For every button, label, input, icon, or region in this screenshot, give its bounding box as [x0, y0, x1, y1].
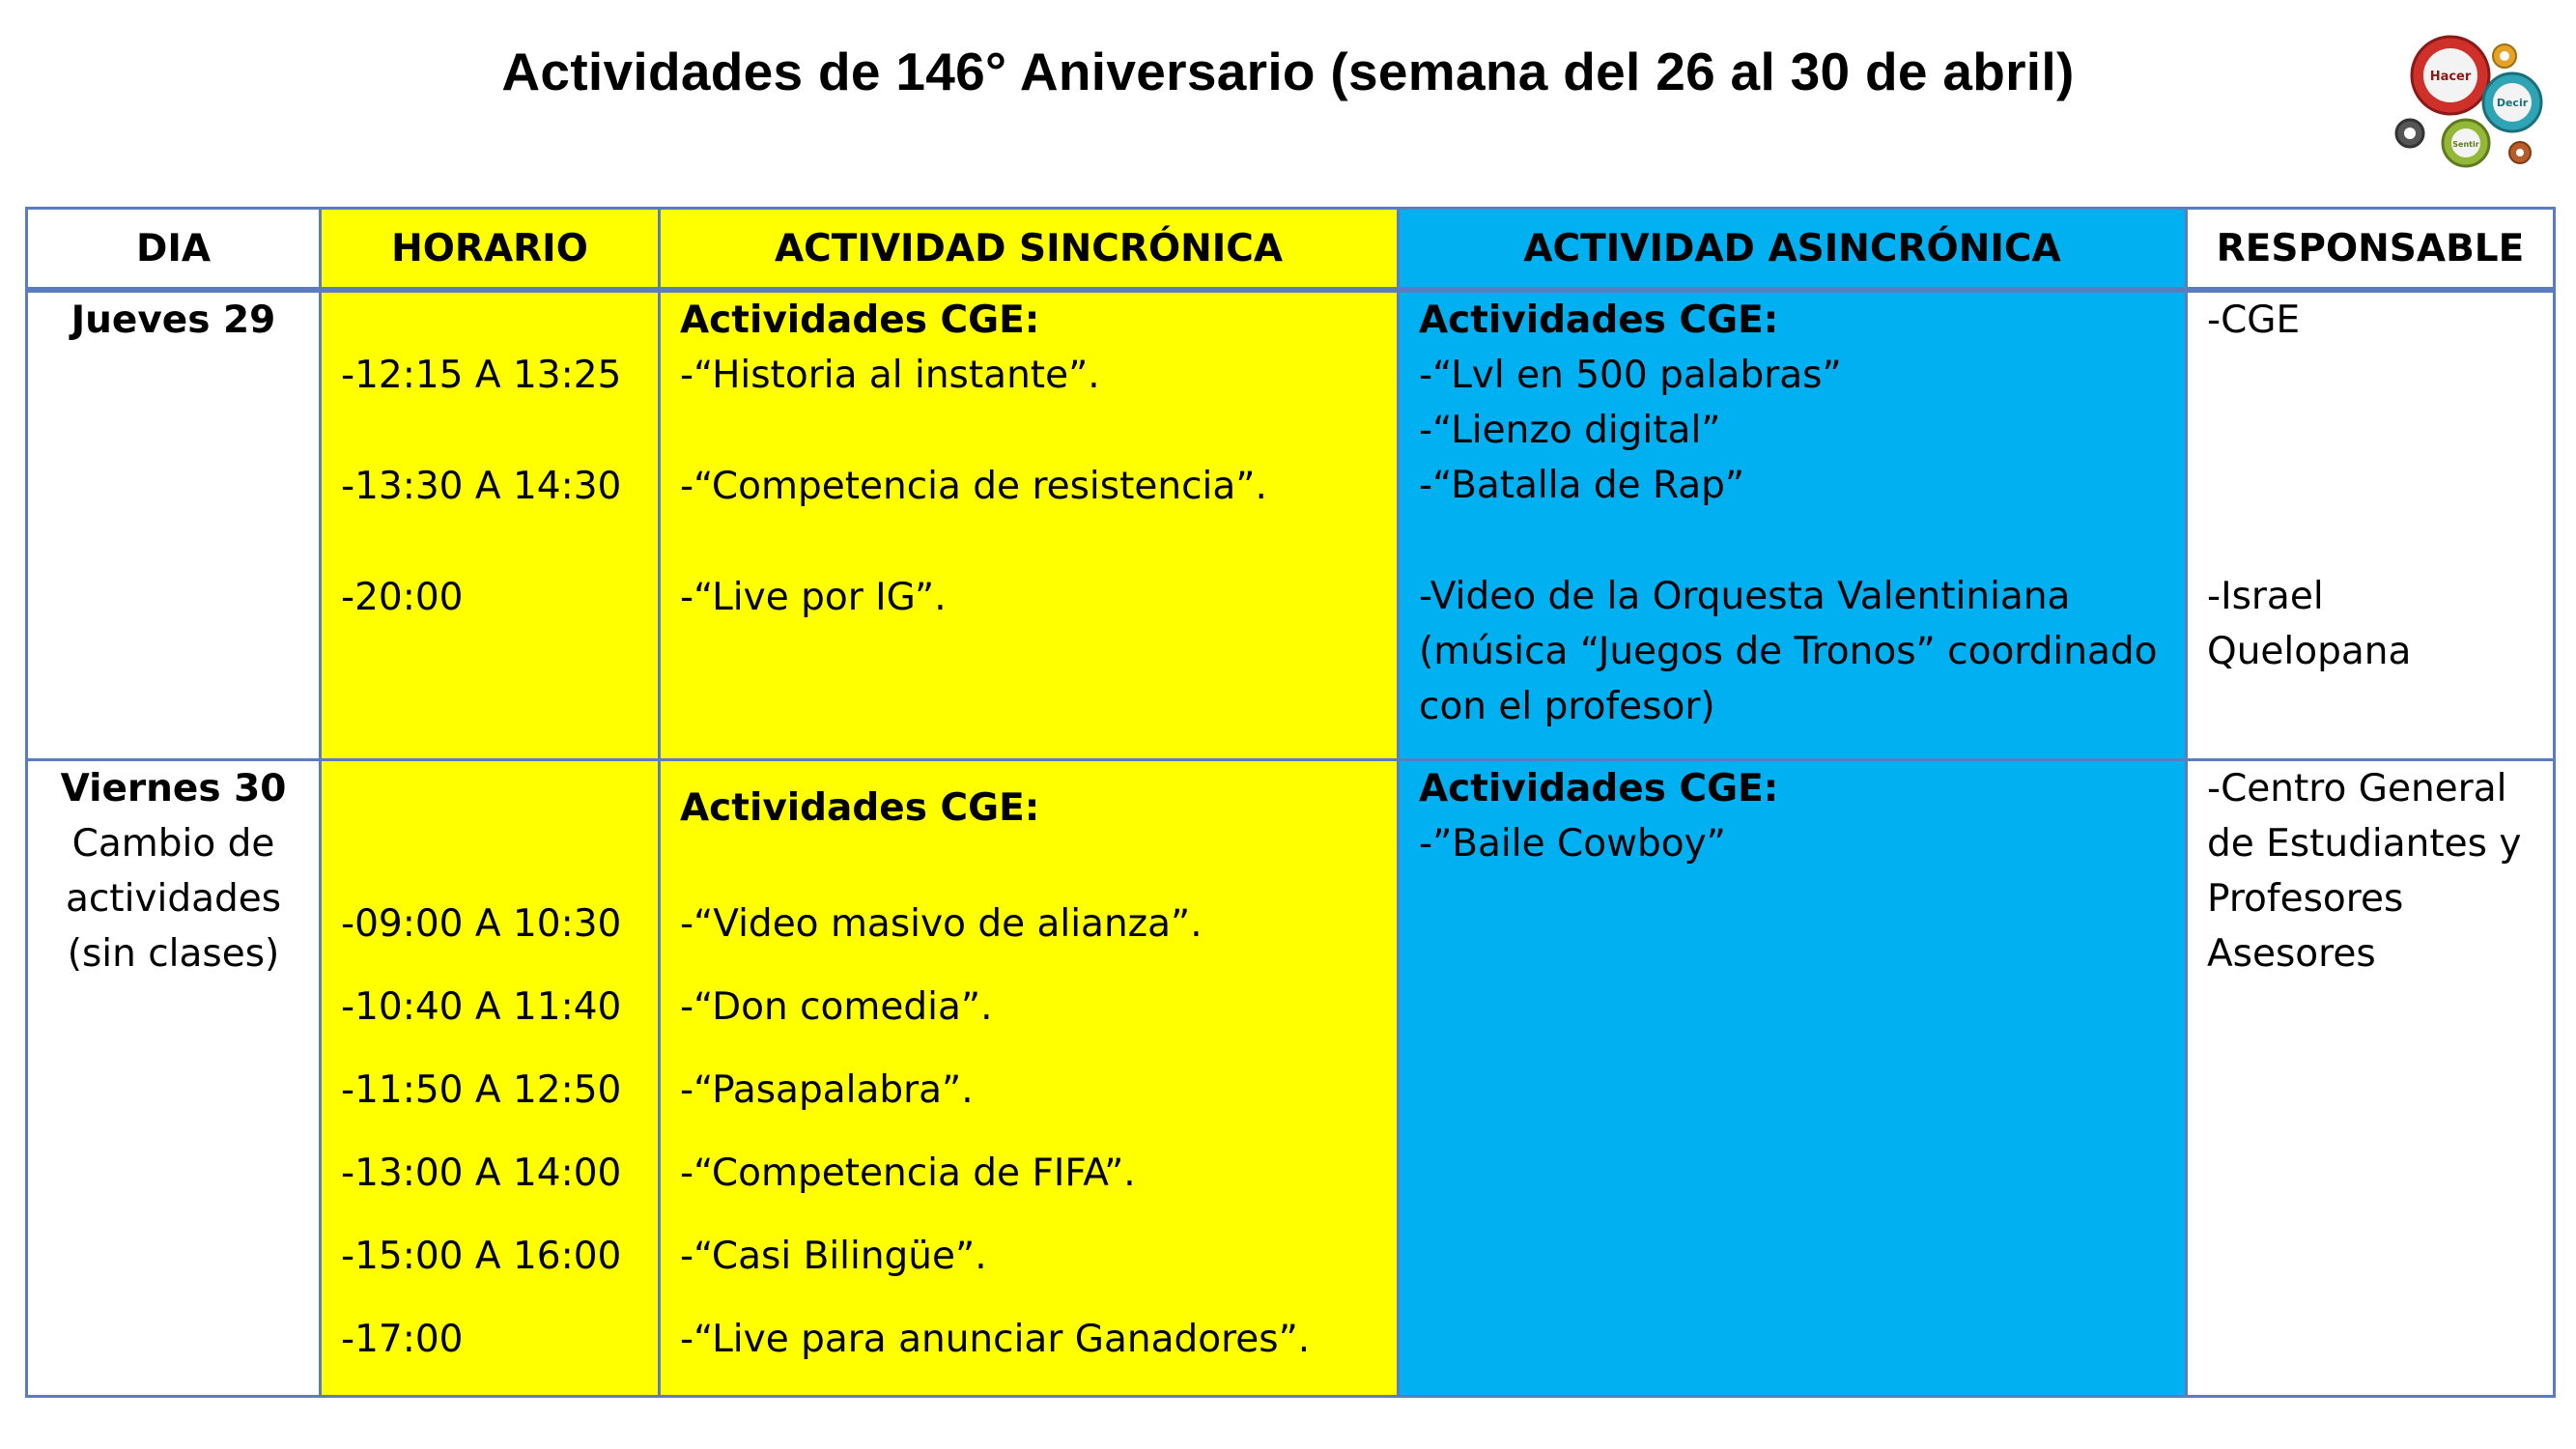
- responsible-name: Profesores: [2207, 877, 2404, 921]
- responsible-name: de Estudiantes y: [2207, 822, 2522, 866]
- activity-heading: Actividades CGE:: [1419, 298, 1779, 342]
- responsible-name: Quelopana: [2207, 630, 2412, 673]
- header-dia: DIA: [27, 209, 321, 291]
- activity-heading: Actividades CGE:: [680, 298, 1040, 342]
- activity-item: -“Live por IG”.: [680, 576, 947, 619]
- gear-green-icon: [2443, 120, 2489, 166]
- day-cell: [27, 760, 321, 1397]
- time-slot: -12:15 A 13:25: [341, 354, 622, 397]
- sync-activity-cell: [660, 760, 1399, 1397]
- time-slot: -11:50 A 12:50: [341, 1068, 622, 1112]
- day-cell: [27, 290, 321, 760]
- async-activity-cell: [1399, 760, 2187, 1397]
- time-slot: -10:40 A 11:40: [341, 985, 622, 1029]
- header-asincronica: ACTIVIDAD ASINCRÓNICA: [1399, 209, 2187, 291]
- activity-item: -“Lvl en 500 palabras”: [1419, 354, 1842, 397]
- responsible-name: -Israel: [2207, 575, 2324, 618]
- activity-heading: Actividades CGE:: [1419, 767, 1779, 810]
- time-slot: -13:00 A 14:00: [341, 1151, 622, 1195]
- header-sincronica: ACTIVIDAD SINCRÓNICA: [660, 209, 1399, 291]
- gear-teal-icon: [2483, 73, 2541, 131]
- day-label: Jueves 29: [71, 298, 276, 342]
- activity-item: -“Casi Bilingüe”.: [680, 1235, 987, 1278]
- day-label: Viernes 30: [60, 767, 287, 810]
- activity-item: -“Pasapalabra”.: [680, 1068, 974, 1112]
- activity-item: -“Video masivo de alianza”.: [680, 902, 1203, 946]
- header-horario: HORARIO: [321, 209, 660, 291]
- day-note: (sin clases): [67, 932, 280, 976]
- svg-text:Sentir: Sentir: [2452, 140, 2479, 149]
- responsible-name: -Centro General: [2207, 767, 2507, 810]
- time-slot: -15:00 A 16:00: [341, 1235, 622, 1278]
- time-cell: [321, 290, 660, 760]
- day-note: Cambio de: [71, 822, 275, 866]
- day-note: actividades: [65, 877, 282, 921]
- async-activity-cell: [1399, 290, 2187, 760]
- responsible-cell: [2187, 760, 2555, 1397]
- activity-item: -Video de la Orquesta Valentiniana: [1419, 575, 2071, 618]
- schedule-table: [25, 207, 2556, 1398]
- time-slot: -09:00 A 10:30: [341, 902, 622, 946]
- time-slot: -13:30 A 14:30: [341, 465, 622, 508]
- time-slot: -20:00: [341, 576, 464, 619]
- gears-logo: [2391, 29, 2555, 184]
- responsible-name: Asesores: [2207, 932, 2376, 976]
- responsible-name: -CGE: [2207, 298, 2301, 342]
- activity-item: -“Live para anunciar Ganadores”.: [680, 1318, 1311, 1361]
- table-row: [27, 760, 2555, 1397]
- time-cell: [321, 760, 660, 1397]
- activity-item: -“Competencia de FIFA”.: [680, 1151, 1136, 1195]
- header-responsable: RESPONSABLE: [2187, 209, 2555, 291]
- svg-text:Hacer: Hacer: [2429, 70, 2472, 84]
- sync-activity-cell: [660, 290, 1399, 760]
- activity-item: -“Competencia de resistencia”.: [680, 465, 1267, 508]
- activity-item: (música “Juegos de Tronos” coordinado: [1419, 630, 2158, 673]
- table-row: [27, 290, 2555, 760]
- page-title: Actividades de 146° Aniversario (semana del 26 al 30 de abril): [501, 42, 2075, 101]
- activity-item: -“Historia al instante”.: [680, 354, 1100, 397]
- responsible-cell: [2187, 290, 2555, 760]
- activity-item: -“Batalla de Rap”: [1419, 464, 1745, 507]
- gear-red-icon: [2412, 37, 2489, 114]
- activity-item: -“Don comedia”.: [680, 985, 993, 1029]
- time-slot: -17:00: [341, 1318, 464, 1361]
- activity-heading: Actividades CGE:: [680, 786, 1040, 830]
- svg-text:Decir: Decir: [2496, 97, 2529, 109]
- header-row: [27, 209, 2555, 291]
- activity-item: -”Baile Cowboy”: [1419, 822, 1726, 866]
- activity-item: con el profesor): [1419, 685, 1715, 728]
- activity-item: -“Lienzo digital”: [1419, 409, 1721, 452]
